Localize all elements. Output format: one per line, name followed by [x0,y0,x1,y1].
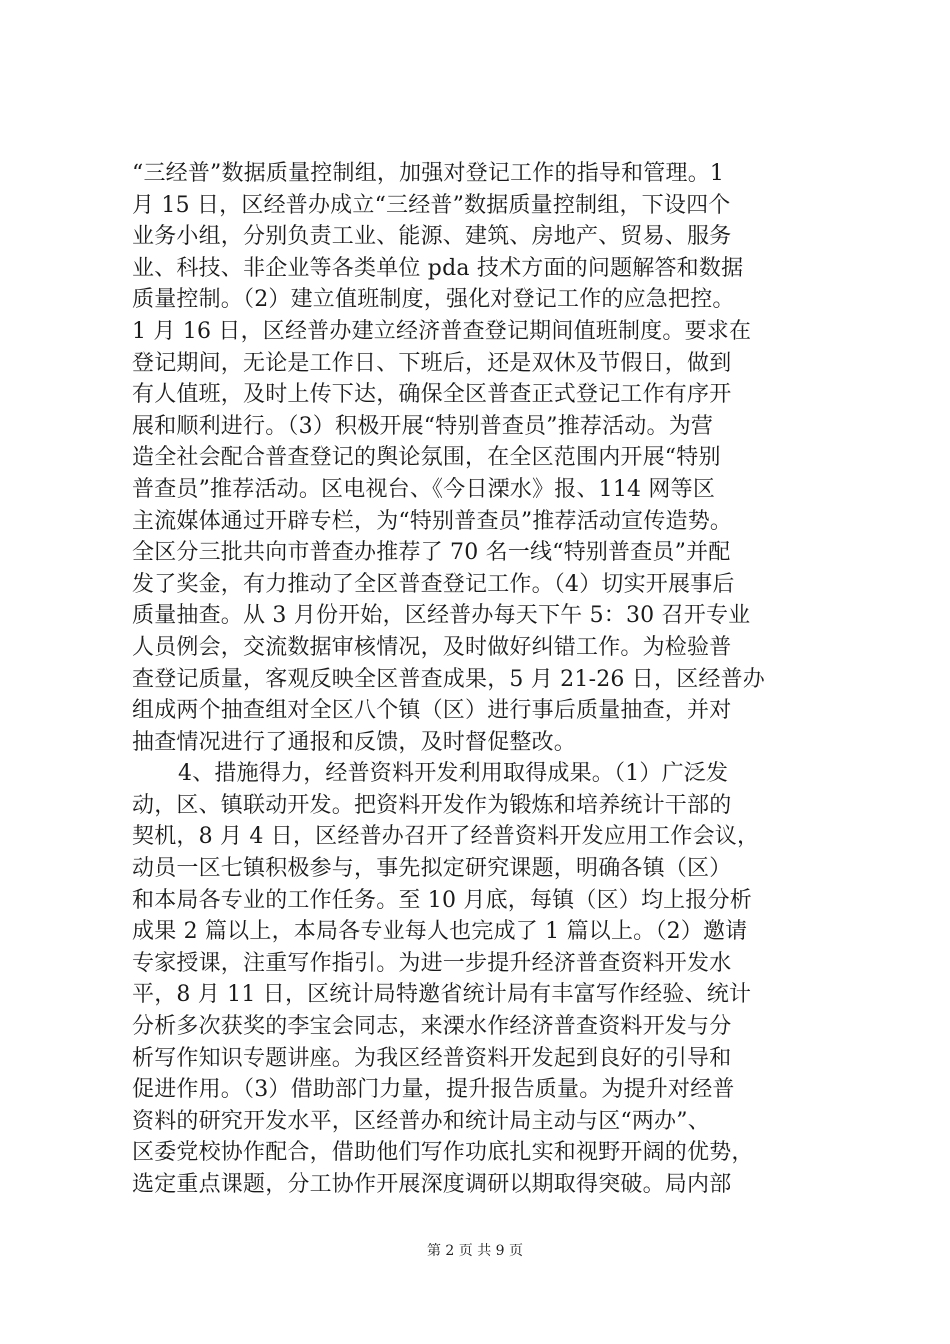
text-line: 专家授课，注重写作指引。为进一步提升经济普查资料开发水 [132,950,732,976]
text-line: 资料的研究开发水平，区经普办和统计局主动与区“两办”、 [132,1108,710,1134]
text-line: 全区分三批共向市普查办推荐了 70 名一线“特别普查员”并配 [132,540,731,566]
text-line: 契机，8 月 4 日，区经普办召开了经普资料开发应用工作会议， [132,824,760,850]
text-line: 平，8 月 11 日，区统计局特邀省统计局有丰富写作经验、统计 [132,982,752,1008]
text-line: 普查员”推荐活动。区电视台、《今日溧水》报、114 网等区 [132,476,716,502]
text-line: 成果 2 篇以上，本局各专业每人也完成了 1 篇以上。（2）邀请 [132,919,748,945]
page-number-footer: 第 2 页 共 9 页 [426,1243,524,1259]
text-line: 区委党校协作配合，借助他们写作功底扎实和视野开阔的优势， [132,1140,754,1166]
text-line: 业务小组，分别负责工业、能源、建筑、房地产、贸易、服务 [132,224,732,250]
text-line: 质量抽查。从 3 月份开始，区经普办每天下午 5：30 召开专业 [132,603,751,629]
text-line: 促进作用。（3）借助部门力量，提升报告质量。为提升对经普 [132,1077,735,1103]
text-line: 选定重点课题，分工协作开展深度调研以期取得突破。局内部 [132,1172,732,1197]
text-line: 业、科技、非企业等各类单位 pda 技术方面的问题解答和数据 [132,255,744,281]
text-line: 查登记质量，客观反映全区普查成果，5 月 21-26 日，区经普办 [132,666,766,692]
text-line: 有人值班，及时上传下达，确保全区普查正式登记工作有序开 [132,382,732,408]
paragraph-start-line: 4、措施得力，经普资料开发利用取得成果。（1）广泛发 [178,761,729,787]
text-line: 动员一区七镇积极参与，事先拟定研究课题，明确各镇（区） [132,856,732,882]
text-line: 析写作知识专题讲座。为我区经普资料开发起到良好的引导和 [132,1045,732,1071]
text-line: 1 月 16 日，区经普办建立经济普查登记期间值班制度。要求在 [132,318,752,344]
text-line: 动，区、镇联动开发。把资料开发作为锻炼和培养统计干部的 [132,792,732,818]
text-line: 组成两个抽查组对全区八个镇（区）进行事后质量抽查，并对 [132,698,732,724]
text-line: 发了奖金，有力推动了全区普查登记工作。（4）切实开展事后 [132,571,735,597]
text-line: 造全社会配合普查登记的舆论氛围，在全区范围内开展“特别 [132,445,721,471]
text-line: 主流媒体通过开辟专栏，为“特别普查员”推荐活动宣传造势。 [132,508,733,534]
document-body [132,158,852,1201]
text-line: 月 15 日，区经普办成立“三经普”数据质量控制组，下设四个 [132,192,731,218]
text-line: 人员例会，交流数据审核情况，及时做好纠错工作。为检验普 [132,634,732,660]
text-line: 和本局各专业的工作任务。至 10 月底，每镇（区）均上报分析 [132,887,752,913]
text-line: “三经普”数据质量控制组，加强对登记工作的指导和管理。1 [132,161,725,186]
text-line: 展和顺利进行。（3）积极开展“特别普查员”推荐活动。为营 [132,413,714,439]
text-line: 抽查情况进行了通报和反馈，及时督促整改。 [132,729,577,755]
text-line: 质量控制。（2）建立值班制度，强化对登记工作的应急把控。 [132,287,735,313]
text-line: 登记期间，无论是工作日、下班后，还是双休及节假日，做到 [132,350,732,376]
text-line: 分析多次获奖的李宝会同志，来溧水作经济普查资料开发与分 [132,1014,732,1040]
